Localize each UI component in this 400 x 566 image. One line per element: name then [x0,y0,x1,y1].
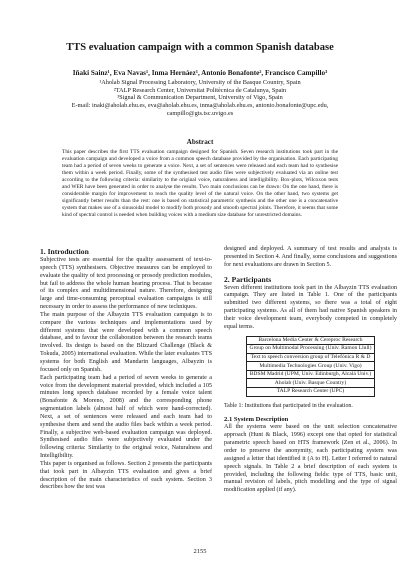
section-heading-introduction: 1. Introduction [40,247,89,256]
table-cell: BDSM Madrid (UPM, Univ. Edinburgh, Alcalá Univ.) [246,370,375,379]
body-paragraph: This paper is organised as follows. Section 2 presents the participants that took part in Albayzin TTS evaluation and gives a brief description of the main characteristics of each system. Section 3 describes how the test was [40,460,212,491]
email-line: campillo@gts.tsc.uvigo.es [166,109,234,117]
table-row [246,379,375,388]
table-cell: Multimedia Technologies Group (Univ. Vigo) [246,362,375,371]
table-row [246,353,375,362]
body-paragraph: All the systems were based on the unit selection concatenative approach (Hunt & Black, 1996) except one that opted for statistical parametric speech based on HTS framework (Zen et al., 2006). In order to preserve the anonymity, each participating system was assigned a letter that identified it (A to H). Letter I referred to natural speech signals. In Table 2 a brief description of each system is provided, including the following fields: type of TTS, basic unit, manual revision of labels, pitch modelling and the type of signal modification applied (if any). [224,424,397,494]
paper-title: TTS evaluation campaign with a common Spanish database [66,42,334,53]
author-list: Iñaki Sainz¹, Eva Navas¹, Inma Hernáez¹, Antonio Bonafonte², Francisco Campillo³ [72,69,328,77]
affiliations [30,79,370,118]
body-paragraph: Subjective tests are essential for the quality assessment of text-to-speech (TTS) synthesisers. Objective measures can be employed to evaluate the quality of text processing or prosody prediction modules, but fail to address the whole human hearing process. That is because of its complex and multidimensional nature. Therefore, designing large and time-consuming perceptual evaluation campaigns is still necessary in order to assess the performance of new techniques. [40,257,212,311]
body-paragraph: Seven different institutions took part in the Albayzin TTS evaluation campaign. They are listed in Table 1. One of the participants submitted two different systems, so there was a total of eight participating systems. As all of them had native Spanish speakers in their voice development team, everybody competed in completely equal terms. [224,284,397,330]
affiliation-line: ³Signal & Communication Department, University of Vigo, Spain [117,94,283,102]
table-cell: Aholab (Univ. Basque Country) [246,379,375,388]
section-heading-participants: 2. Participants [224,274,272,284]
left-column [40,246,212,492]
right-column [224,246,397,495]
table-cell: TALP Research Center (UPC) [246,388,375,397]
table-cell: Group on Multimodal Processing (Univ. Ramon Llull) [246,345,375,354]
body-paragraph: The main purpose of the Albayzin TTS evaluation campaign is to compare the various techniques and implementations used by different systems that were developed with a common speech database, and to favour the collaboration between the research teams involved. Its design is based on the Blizzard Challenge (Black & Tokuda, 2005) international evaluation. While the later evaluates TTS systems for both English and Mandarin languages, Albayzin is focused only on Spanish. [40,311,212,373]
table-cell: Text to speech conversion group of Telefónica R & D [246,353,375,362]
table-row [246,370,375,379]
page-number: 2155 [193,548,207,555]
table-caption: Table 1: Institutions that participated in the evaluation. [224,402,353,409]
table-row [246,336,375,345]
email-line: E-mail: inaki@aholab.ehu.es, eva@aholab.ehu.es, inma@aholab.ehu.es, antonio.bonafonte@upc.edu, [71,102,329,110]
table-row [246,345,375,354]
subsection-heading-system-description: 2.1 System Description [224,416,289,424]
affiliation-line: ²TALP Research Center, Universitat Politècnica de Catalunya, Spain [113,86,287,94]
affiliation-line: ¹Aholab Signal Processing Laboratory, University of the Basque Country, Spain [99,79,301,86]
abstract-heading: Abstract [186,138,214,146]
body-paragraph: designed and deployed. A summary of test results and analysis is presented in Section 4. And finally, some conclusions and suggestions for next evaluations are drawn in Section 5. [224,246,397,268]
table-row [246,388,375,397]
institutions-table [246,336,376,397]
abstract-text: This paper describes the first TTS evaluation campaign designed for Spanish. Seven research institutions took part in the evaluation campaign and developed a voice from a common speech database provided by the organisation. Each participating team had a period of seven weeks to generate a voice. Next, a set of sentences were released and each team had to synthesise them within a week period. Finally, some of the synthesised test audio files were subjectively evaluated via an online test according to the following criteria: similarity to the original voice, naturalness and intelligibility. Box-plots, Wilcoxon tests and WER have been generated in order to analyse the results. Two main conclusions can be drawn: On the one hand, there is considerable margin for improvement to reach the quality level of the natural voice. On the other hand, two systems get significantly better results than the rest: one is based on statistical parametric synthesis and the other one is a concatenative system that makes use of a sinusoidal model to modify both prosody and smooth spectral joints. Therefore, it seems that some kind of spectral control is needed when building voices with a medium size database for unrestricted domains. [62,149,338,218]
table-cell: Barcelona Media Center & Cereproc Research [246,336,375,345]
body-paragraph: Each participating team had a period of seven weeks to generate a voice from the development material provided, which included a 105 minutes long speech database recorded by a female voice talent (Bonafonte & Moreno, 2008) and the corresponding phone segmentation labels (almost half of which were hand-corrected). Next, a set of sentences were released and each team had to synthesise them and send the audio files back within a week period. Finally, a subjective web-based evaluation campaign was deployed. Synthesised audio files were subjectively evaluated under the following criteria: Similarity to the original voice, Naturalness and Intelligibility. [40,374,212,460]
table-row [246,362,375,371]
